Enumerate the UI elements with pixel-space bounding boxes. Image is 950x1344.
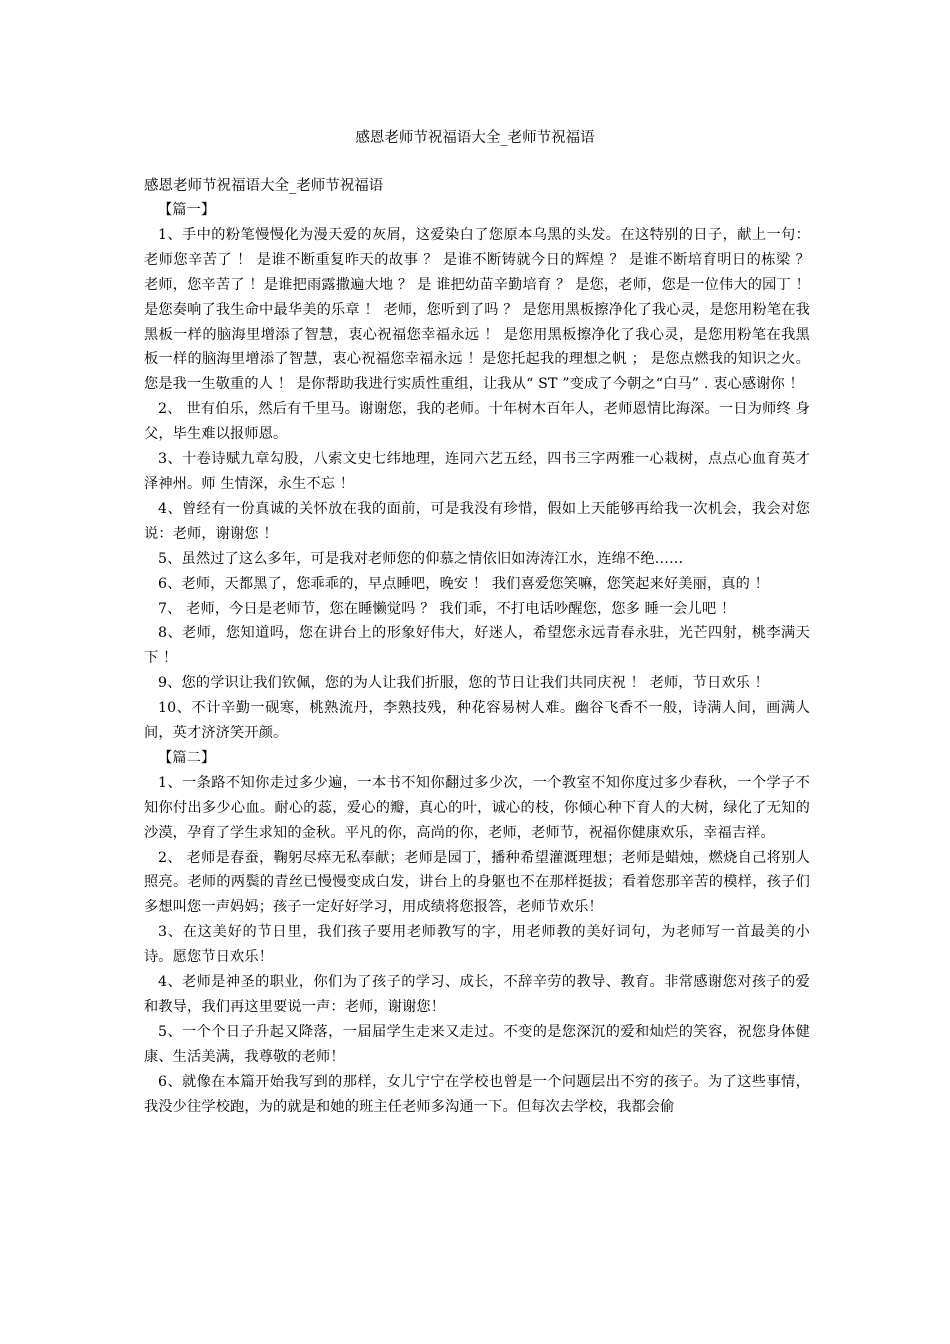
section-1-item-5: 5、虽然过了这么多年，可是我对老师您的仰慕之情依旧如涛涛江水，连绵不绝…… <box>158 550 684 567</box>
document-heading: 感恩老师节祝福语大全_老师节祝福语 <box>144 178 384 194</box>
section-1-item-6: 6、老师，天都黑了，您乖乖的，早点睡吧，晚安 ！ 我们喜爱您笑嘛，您笑起来好美丽，真的 ！ <box>158 575 769 592</box>
section-1-item-8: 8、老师，您知道吗，您在讲台上的形象好伟大，好迷人，希望您永远青春永驻，光芒四射，桃李满天下 ！ <box>144 625 810 667</box>
section-2-item-6: 6、就像在本篇开始我写到的那样，女儿宁宁在学校也曾是一个问题层出不穷的孩子。为了这些事情，我没少往学校跑，为的就是和她的班主任老师多沟通一下。但每次去学校，我都会偷 <box>144 1073 810 1115</box>
document-body <box>144 174 810 1120</box>
section-1-item-1: 1、手中的粉笔慢慢化为漫天爱的灰屑，这爱染白了您原本乌黑的头发。在这特别的日子，献上一句：老师您辛苦了 ！ 是谁不断重复昨天的故事 ？ 是谁不断铸就今日的辉煌 ？ 是谁不断培育明日的栋梁 ？ 老师，您辛苦了 ！是谁把雨露撒遍大地 ？ 是 谁把幼苗辛勤培育 ？ 是您，老师，您是一位伟大的园丁 ！ 是您奏响了我生命中最华美的乐章 ！ 老师，您听到了吗 ？ 是您用黑板擦净化了我心灵，是您用粉笔在我黑板一样的脑海里增添了智慧，衷心祝福您幸福永远 ！ 是您用黑板擦净化了我心灵，是您用粉笔在我黑板一样的脑海里增添了智慧，衷心祝福您幸福永远 ！是您托起我的理想之帆 ； 是您点燃我的知识之火。您是我一生敬重的人 ！ 是你帮助我进行实质性重组，让我从“ ST ”变成了今朝之“白马” . 衷心感谢你 ！ <box>144 226 810 393</box>
section-2-item-3: 3、在这美好的节日里，我们孩子要用老师教写的字，用老师教的美好词句，为老师写一首最美的小诗。愿您节日欢乐！ <box>144 924 810 966</box>
section-2-item-5: 5、一个个日子升起又降落，一届届学生走来又走过。不变的是您深沉的爱和灿烂的笑容，祝您身体健康、生活美满，我尊敬的老师！ <box>144 1023 810 1065</box>
section-2-item-4: 4、老师是神圣的职业，你们为了孩子的学习、成长，不辞辛劳的教导、教育。非常感谢您对孩子的爱和教导，我们再这里要说一声：老师，谢谢您！ <box>144 974 810 1015</box>
section-label-1: 【篇一】 <box>158 202 216 218</box>
section-1-item-10: 10、不计辛勤一砚寒，桃熟流丹，李熟技残，种花容易树人难。幽谷飞香不一般，诗满人间，画满人间，英才济济笑开颜。 <box>144 700 810 742</box>
section-label-2: 【篇二】 <box>158 749 216 766</box>
page-title: 感恩老师节祝福语大全_老师节祝福语 <box>355 130 595 146</box>
section-1-item-4: 4、曾经有一份真诚的关怀放在我的面前，可是我没有珍惜，假如上天能够再给我一次机会，我会对您说：老师，谢谢您 ！ <box>144 500 810 542</box>
section-2-item-2: 2、 老师是春蚕，鞠躬尽瘁无私奉献；老师是园丁，播种希望灌溉理想；老师是蜡烛，燃烧自己将别人照亮。老师的两鬓的青丝已慢慢变成白发，讲台上的身躯也不在那样挺拔；看着您那辛苦的模样，孩子们多想叫您一声妈妈；孩子一定好好学习，用成绩将您报答，老师节欢乐！ <box>144 849 810 916</box>
section-2-item-1: 1、一条路不知你走过多少遍，一本书不知你翻过多少次，一个教室不知你度过多少春秋，一个学子不知你付出多少心血。耐心的蕊，爱心的瓣，真心的叶，诚心的枝，你倾心种下育人的大树，绿化了无知的沙漠，孕育了学生求知的金秋。平凡的你，高尚的你，老师，老师节，祝福你健康欢乐，幸福吉祥。 <box>144 774 810 841</box>
section-1-item-2: 2、 世有伯乐，然后有千里马。谢谢您，我的老师。十年树木百年人，老师恩情比海深。一日为师终 身父，毕生难以报师恩。 <box>144 401 810 443</box>
section-1-item-3: 3、十卷诗赋九章勾股，八索文史七纬地理，连同六艺五经，四书三字两雅一心栽树，点点心血育英才泽神州。师 生情深，永生不忘 ！ <box>144 451 810 492</box>
section-1-item-9: 9、您的学识让我们钦佩，您的为人让我们折服，您的节日让我们共同庆祝 ！ 老师，节日欢乐 ！ <box>158 675 769 692</box>
section-1-item-7: 7、 老师，今日是老师节，您在睡懒觉吗 ？ 我们乖，不打电话吵醒您，您多 睡一会儿吧 ！ <box>158 600 736 617</box>
